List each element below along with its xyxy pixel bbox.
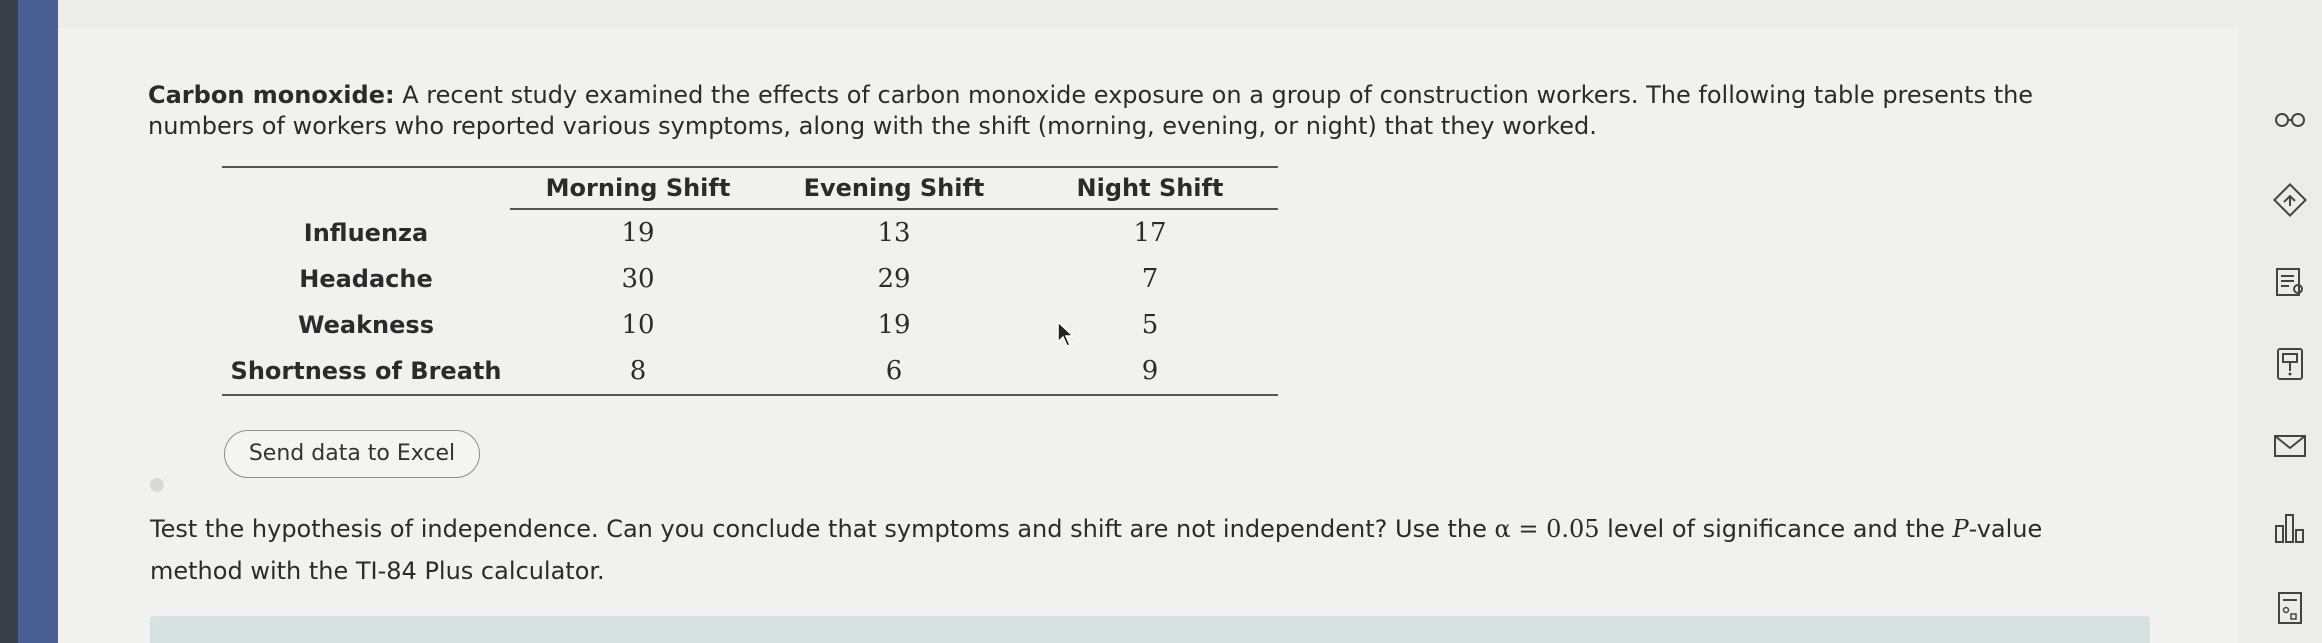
table-row (222, 256, 1278, 302)
table-cell: 17 (1133, 218, 1167, 248)
mail-icon[interactable] (2270, 426, 2310, 466)
problem-text-line2: numbers of workers who reported various symptoms, along with the shift (morning, evening, or night) that they worked. (148, 112, 1597, 140)
column-header: Morning Shift (510, 167, 766, 209)
row-label: Headache (299, 265, 433, 293)
column-header: Evening Shift (766, 167, 1022, 209)
table-cell: 13 (877, 218, 911, 248)
problem-title: Carbon monoxide: (148, 81, 395, 109)
table-header-row (222, 167, 1278, 209)
question-line2: method with the TI-84 Plus calculator. (150, 557, 605, 585)
hint-icon[interactable] (2270, 180, 2310, 220)
glasses-icon[interactable] (2270, 100, 2310, 140)
left-sidebar (18, 0, 58, 643)
alpha-expression: α = 0.05 (1494, 515, 1600, 543)
table-cell: 8 (510, 348, 766, 395)
top-strip (58, 0, 2322, 28)
table-cell: 7 (1141, 264, 1159, 294)
row-label: Shortness of Breath (222, 348, 510, 395)
table-cell: 30 (621, 264, 655, 294)
calculator-icon[interactable] (2270, 344, 2310, 384)
send-data-to-excel-button[interactable]: Send data to Excel (224, 430, 480, 478)
document-icon[interactable] (2270, 262, 2310, 302)
table-cell: 19 (877, 310, 911, 340)
table-row (222, 348, 1278, 395)
question-part2: level of significance and the (1599, 515, 1953, 543)
row-label: Influenza (303, 218, 429, 247)
question-part1: Test the hypothesis of independence. Can you conclude that symptoms and shift are not independent? Use the (150, 515, 1495, 543)
answer-area[interactable] (150, 616, 2150, 643)
left-edge (0, 0, 18, 643)
question-part3: -value (1968, 515, 2043, 543)
question-text (150, 508, 2150, 592)
p-symbol: P (1952, 515, 1969, 543)
table-cell: 19 (621, 218, 655, 248)
table-row (222, 209, 1278, 256)
row-label: Weakness (298, 311, 434, 339)
table-row (222, 302, 1278, 348)
chart-icon[interactable] (2270, 508, 2310, 548)
table-corner (222, 167, 510, 209)
mouse-cursor-icon (1056, 320, 1076, 350)
table-cell: 6 (766, 348, 1022, 395)
table-cell: 29 (877, 264, 911, 294)
table-cell: 10 (621, 310, 655, 340)
table-cell: 5 (1141, 310, 1159, 340)
problem-text-line1: A recent study examined the effects of carbon monoxide exposure on a group of construction workers. The following table presents the (402, 81, 2034, 109)
status-dot (150, 478, 164, 492)
column-header: Night Shift (1022, 167, 1278, 209)
problem-intro (148, 80, 2148, 142)
formula-sheet-icon[interactable] (2270, 588, 2310, 628)
table-cell: 9 (1022, 348, 1278, 395)
symptom-shift-table (222, 166, 1278, 396)
